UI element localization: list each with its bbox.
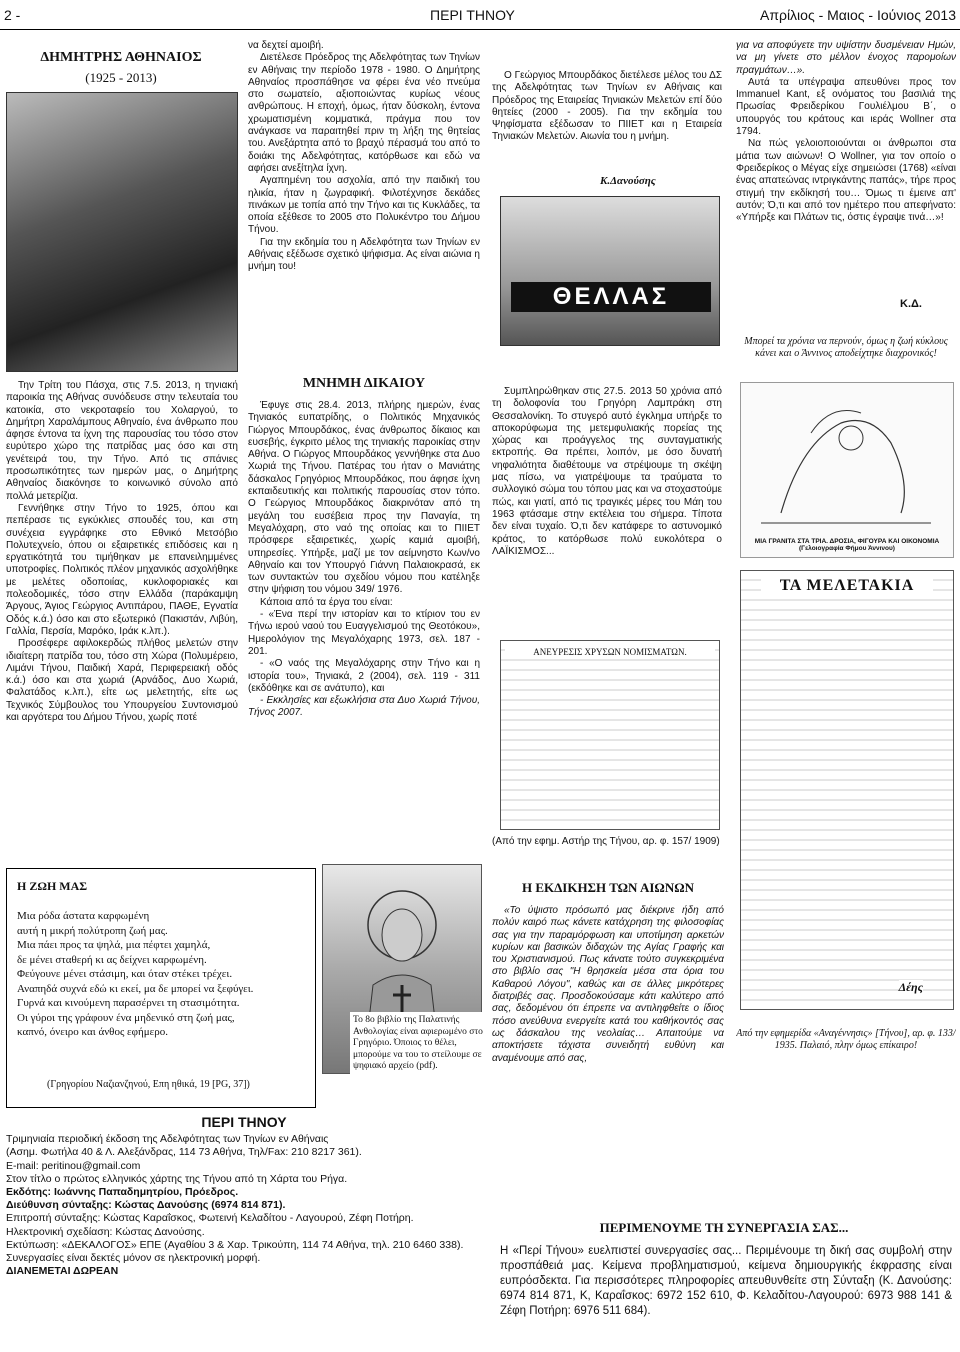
paragraph: Διετέλεσε Πρόεδρος της Αδελφότητας των Τηνίων εν Αθήναις την περίοδο 1978 - 1980. Ο Δημήτρης Αθηναίος προσπάθησε να φέρει ένα νέο πνεύμα στο σωματείο, αξιοποιώντας κυρίως νέους ανθρώπους. Η εποχή, όμως, ήταν δύσκολη, έντονα χρωματισμένη κομματικά, πράγμα που τον ανάγκασε να παραιτηθεί πριν τη λήξη της θητείας του. Ανεξάρτητα από το βραχύ πέρασμά του από το δοιάκι της Αδελφότητας, κατόρθωσε και εδώ να αφήσει ανεξίτηλα ίχνη. [248,52,480,174]
article-years: (1925 - 2013) [85,70,157,85]
article-title: ΔΗΜΗΤΡΗΣ ΑΘΗΝΑΙΟΣ [40,50,202,65]
masthead-line: (Ασημ. Φωτήλα 40 & Λ. Αλεξάνδρας, 114 73 Αθήνα, Τηλ/Fax: 210 8217 361). [6,1146,362,1159]
portrait-photo [6,92,238,372]
signature: Κ.Δ. [900,298,922,310]
poem-line: αυτή η μικρή πολύτροπη ζωή μας. [17,924,168,937]
paragraph: Ο Γεώργιος Μπουρδάκος διετέλεσε μέλος του ΔΣ της Αδελφότητας των Τηνίων εν Αθήναις και Πρόεδρος της Εταιρείας Τηνιακών Μελετών επί δύο θητείες (2000 - 2005). Για την εκδημία του Ψηφίσματα εξέδωσαν το ΠΙΙΕΤ και η Εταιρεία Τηνιακών Μελετών. Αιωνία του η μνήμη. [492,70,722,143]
drawing-caption: Μπορεί τα χρόνια να περνούν, όμως η ζωή κύκλους κάνει και ο Άννινος αποδείχτηκε διαχρονικός! [744,336,948,359]
newspaper-title: ΠΕΡΙ ΤΗΝΟΥ [430,7,515,23]
article-continuation [736,40,956,300]
poem-source: (Γρηγορίου Ναζιανζηνού, Επη ηθικά, 19 [PG, 37]) [47,1079,250,1090]
poem-line: Αναπηδά συχνά εδώ κι εκεί, μα δε μπορεί να ξεφύγει. [17,982,254,995]
poem-line: Οι γύροι της γράφουν ένα μηδενικό στη ζωή μας, [17,1011,235,1024]
paragraph: για να αποφύγετε την υψίστην δυσμένειαν Ημών, να μη γίνετε στο μέλλον ένοχος παρομοίων πραγμάτων…». [736,40,956,76]
article-continuation [248,40,480,348]
cartoon-sketch-icon [741,383,953,533]
clipping-signature: Δέης [898,980,923,994]
newspaper-clipping [740,570,954,1010]
article-body [492,905,724,1105]
article-body [492,70,722,170]
paragraph: «Το ύψιστο πρόσωπό μας διέκρινε ήδη από πολύν καιρό πως κάνετε κατάχρηση της φιλοσοφίας σας για την παραμόρφωση και υποτίμηση αρκετών κυρίων και βασικών διδαχών της Αγίας Γραφής και του Χριστιανισμού. Πως κάνατε τούτο συγκεκριμένα στο βιβλίο σας "Η θρησκεία μέσα στα όρια του Καθαρού Λόγου", καθώς και σε άλλες μικρότερες διατριβές σας. Προσδοκούσαμε κάτι καλύτερο από σας, δεδομένου ότι έπρεπε να αντιληφθείτε ο ίδιος πόσο ανεύθυνα ενεργείτε κατά του καθήκοντός σας ως δάσκαλου της νεολαίας… Απαιτούμε να αποκτήσετε τάχιστα συνειδητή ευθύνη και αναμένουμε από σας, [492,905,724,1064]
icon-caption: Το 8ο βιβλίο της Παλατινής Ανθολογίας είναι αφιερωμένο στο Γρηγόριο. Όποιος το θέλει, μπορούμε να του το στείλουμε σε ψηφιακό αρχείο (pdf). [350,1012,486,1092]
masthead-line: Επιτροπή σύνταξης: Κώστας Καραΐσκος, Φωτεινή Κελαδίτου - Λαγουρού, Ζέφη Ποτήρη. [6,1212,414,1225]
poem-line: Μια πάει προς τα ψηλά, μια πέφτει χαμηλά, [17,939,211,951]
clipping-title: ΤΑ ΜΕΛΕΤΑΚΙΑ [761,577,933,595]
poem-line: καπνό, όνειρο και άνθος εφήμερο. [17,1026,169,1038]
paragraph: Για την εκδημία του η Αδελφότητα των Τηνίων εν Αθήναις εξέδωσε σχετικό ψήφισμα. Ας είναι αιώνια η μνήμη του! [248,236,480,273]
issue-date: Απρίλιος - Μαιος - Ιούνιος 2013 [759,7,956,23]
masthead [6,1116,482,1346]
poem-line: Γυρνά και κινούμενη παρασέρνει τη στασιμότητα. [17,997,240,1009]
cartoon-drawing [740,382,954,558]
poem-line: Μια ρόδα άστατα καρφωμένη [17,910,150,922]
poem-lines [17,909,253,1040]
masthead-title: ΠΕΡΙ ΤΗΝΟΥ [201,1114,287,1130]
paragraph: - «Ένα περί την ιστορίαν και το κτίριον του εν Τήνω ιερού ναού του Ευαγγελισμού της Θεοτόκου», Ημερολόγιον της Μεγαλόχαρης 1973, σελ. 187 - 201. [248,609,480,657]
article-body [248,400,480,804]
paragraph: Έφυγε στις 28.4. 2013, πλήρης ημερών, ένας Τηνιακός ευπατρίδης, ο Πολιτικός Μηχανικός Γιώργος Μπουρδάκος, ένας άνθρωπος δίκαιος και ευσεβής, έγκριτο μέλος της τηνιακής παροικίας στην Αθήνα. Ο Γιώργος Μπουρδάκος γεννήθηκε στα Δυο Χωριά της Τήνου. Πατέρας του ήταν ο Μανιάτης δάσκαλος Γρηγόριος Μπουρδάκος, που άφησε ίχνη εκπαιδευτικής και πολιτικής παρουσίας στον τόπο. Ο Γεώργιος Μπουρδάκος διακρινόταν από τη μεγάλη του ευσέβεια προς την Παναγία, τη Μεγαλόχαρη, στο ναό της οποίας και το ΠΙΙΕΤ πρόσφερε εξαιρετικές, χωρίς καμιά αμοιβή, υπηρεσίες. Υπήρξε, μαζί με τον αείμνηστο Κων/νο Αθηναίο και τον Υπουργό Γιάννη Παλαιοκρασά, εκ των συντακτών του σχεδίου νόμου που κατέληξε στην ψήφιση του νόμου 349/ 1976. [248,400,480,596]
masthead-line: Ηλεκτρονική σχεδίαση: Κώστας Δανούσης. [6,1225,205,1238]
newspaper-clipping [500,640,720,830]
poem-box [6,868,316,1108]
paragraph: - Εκκλησίες και εξωκλήσια στα Δυο Χωριά Τήνου, Τήνος 2007. [248,695,480,719]
article-body [492,386,722,632]
cartoon-caption: ΜΙΑ ΓΡΑΝΙΤΑ ΣΤΑ ΤΡΙΑ. ΔΡΟΣΙΑ, ΦΙΓΟΥΡΑ ΚΑΙ ΟΙΚΟΝΟΜΙΑ (Γελοιογραφία Φήμου Άννινου) [754,538,940,552]
masthead-line: Εκδότης: Ιωάννης Παπαδημητρίου, Πρόεδρος. [6,1186,239,1199]
paragraph: - «Ο ναός της Μεγαλόχαρης στην Τήνο και η ιστορία του», Τηνιακά, 2 (2004), σελ. 119 - 311 (εκδόθηκε και σε ανάτυπο), και [248,658,480,694]
article-title: Η ΕΚΔΙΚΗΣΗ ΤΩΝ ΑΙΩΝΩΝ [521,880,694,895]
clipping-caption: (Από την εφημ. Αστήρ της Τήνου, αρ. φ. 157/ 1909) [492,836,720,847]
page-number: 2 - [4,7,21,23]
paragraph: Συμπληρώθηκαν στις 27.5. 2013 50 χρόνια από τη δολοφονία του Γρηγόρη Λαμπράκη στη Θεσσαλονίκη. Το στυγερό αυτό έγκλημα υπήρξε το αποκορύφωμα της μετεμφυλιακής πορείας της χώρας και προάγγελος της συνταγματικής εκτροπής. Θα πρέπει, λοιπόν, με όσο δυνατή νηφαλιότητα διαθέτουμε να στρέψουμε τη σκέψη μας πίσω, να γιατρέψουμε τα τραύματα το συλλογικό σώμα του τόπου μας και να στοχαστούμε πώς, και γιατί, από τις τραγικές μέρες του Μάη του 1963 φτάσαμε στην εκτέλεια του σήμερα. Τίποτα δεν είναι τυχαίο. Ό,τι δεν κατάφερε το αστυνομικό κράτος, το κατόρθωσε πολύ ευκολότερα ο ΛΑΪΚΙΣΜΟΣ... [492,386,722,557]
masthead-line: Εκτύπωση: «ΔΕΚΑΛΟΓΟΣ» ΕΠΕ (Αγαθίου 3 & Χαρ. Τρικούπη, 114 74 Αθήνα, τηλ. 210 6460 338). [6,1238,464,1251]
paragraph: Αυτά τα υπέγραψα απευθύνει προς τον Immanuel Kant, εξ ονόματος του βασιλιά της Πρωσίας Φρειδερίκου Γουλιέλμου Β΄, ο υπουργός του κράτους και ιεράς Wollner στα 1794. [736,76,956,138]
banner: ΘΕΛΛΑΣ [511,282,711,312]
masthead-line: Στον τίτλο ο πρώτος ελληνικός χάρτης της Τήνου από τη Χάρτα του Ρήγα. [6,1172,348,1185]
masthead-line: E-mail: peritinou@gmail.com [6,1159,141,1172]
paragraph: Να πώς γελοιοποιούνται οι άνθρωποι στα μάτια των αιώνων! Ο Wollner, για τον οποίο ο Φρειδερίκος ο Μέγας είχε σημειώσει (1768) «είναι ένας απατεώνας ιντριγκάντης παπάς», τήρε προς στιγμή την εκδίκησή του… Όμως τι έμεινε απ' αυτόν; Ό,τι και από τον ημέτερο που απεφήνατο: «Υπήρξε και Πλάτων τις, όστις έγραψε τινά…»! [736,138,956,224]
article-body [6,380,238,850]
paragraph: Κάποια από τα έργα του είναι: [260,596,393,608]
article-title: ΠΕΡΙΜΕΝΟΥΜΕ ΤΗ ΣΥΝΕΡΓΑΣΙΑ ΣΑΣ... [599,1220,849,1235]
masthead-line: Διεύθυνση σύνταξης: Κώστας Δανούσης (6974 814 871). [6,1199,286,1212]
signature: Κ.Δανούσης [600,175,656,187]
poem-line: Φεύγουνε μένει στάσιμη, και όταν στέκει τρέχει. [17,968,233,980]
paragraph: Γεννήθηκε στην Τήνο το 1925, όπου και πεπέρασε τις εγκύκλιες σπουδές του, και στη συνέχεια εγγράφηκε στο Εθνικό Μετσόβιο Πολυτεχνείο, όπου οι εξαιρετικές επιδόσεις και η εργατικότητά του τιμήθηκαν με επανειλημμένες υποτροφίες. Πολιτικός πλέον μηχανικός ασχολήθηκε με μελέτες οδοποιίας, κυκλοφοριακές και πολεοδομικές, τόσο στην Ελλάδα (παράκαμψη Άργους, Άγιος Γεώργιος Αντιπάρου, ΠΑΘΕ, Εγνατία Οδός κ.ά.) όσο και στο εξωτερικό (Πακιστάν, Λιβύη, Γαλλία, Περσία, Μαρόκο, Ιράκ κ.λπ.). [6,502,238,637]
article-body: Η «Περί Τήνου» ευελπιστεί συνεργασίες σας... Περιμένουμε τη δική σας συμβολή στην προσπάθειά μας. Κείμενα προβληματισμού, κείμενα δημιουργικής έκφρασης είναι ευπρόσδεκτα. Για περισσότερες πληροφορίες απευθυνθείτε στη Σύνταξη (Κ. Δανούσης: 6974 814 871, Κ, Καραΐσκος: 6972 152 610, Φ. Κελαδίτου-Λαγουρού: 6973 988 141 & Ζέφη Ποτήρη: 6976 511 684). [500,1245,952,1317]
clipping-title: ΑΝΕΥΡΕΣΙΣ ΧΡΥΣΩΝ ΝΟΜΙΣΜΑΤΩΝ. [505,647,715,657]
lambrakis-photo [500,196,720,346]
paragraph: Αγαπημένη του ασχολία, από την παιδική του ηλικία, ήταν η ζωγραφική. Φιλοτέχνησε δεκάδες πινάκων με τοπία από την Τήνο και τις Κυκλάδες, τα οποία εξέθεσε το 2005 στο Πολυκέντρο του Δήμου Τήνου. [248,175,480,236]
clipping-caption: Από την εφημερίδα «Αναγέννησις» [Τήνου], αρ. φ. 133/ 1935. Παλαιό, πλην όμως επίκαιρο! [736,1028,956,1051]
paragraph: να δεχτεί αμοιβή. [248,40,324,51]
article-title: ΜΝΗΜΗ ΔΙΚΑΙΟΥ [302,376,426,391]
masthead-line: Συνεργασίες είναι δεκτές μόνον σε ηλεκτρονική μορφή. [6,1252,261,1265]
poem-title: Η ΖΩΗ ΜΑΣ [17,879,88,893]
paragraph: Την Τρίτη του Πάσχα, στις 7.5. 2013, η τηνιακή παροικία της Αθήνας συνόδευσε στην τελευταία του κατοικία, στο νεκροταφείο του Χολαργού, το Δημήτρη Χαραλάμπους Αθηναίο, ένα άνθρωπο που άφησε έντονα τα ίχνη της παρουσίας του τόσο στον ευρύτερο χώρο της πατρίδας μας όσο και στη γενέτειρά του, την Τήνο. Από τις σπάνιες προσωπικότητες των ημερών μας, ο Δημήτρης Αθηναίος διακόνησε το κοινωνικό σύνολο από πολλά μετερίζια. [6,380,238,502]
poem-line: δε μένει σταθερή κι ας δείχνει καρφωμένη. [17,953,207,966]
masthead-line: ΔΙΑΝΕΜΕΤΑΙ ΔΩΡΕΑΝ [6,1265,119,1278]
masthead-line: Τριμηνιαία περιοδική έκδοση της Αδελφότητας των Τηνίων εν Αθήναις [6,1133,329,1146]
page-header [0,0,960,30]
paragraph: Προσέφερε αφιλοκερδώς πλήθος μελετών στην ιδιαίτερη πατρίδα του, τόσο στη Χώρα (Πολυμέρειο, Λιμάνι Τήνου, Παιδική Χαρά, Περιφερειακή οδός κ.ά.) όσο και στα χωριά (Αρνάδος, Δυο Χωριά, Φαλατάδος κ.λπ.), είτε ως μελετητής, είτε ως Τεχνικός Σύμβουλος του Υπουργείου Συντονισμού και αργότερα του Δήμου Τήνου, χωρίς ποτέ [6,638,238,724]
